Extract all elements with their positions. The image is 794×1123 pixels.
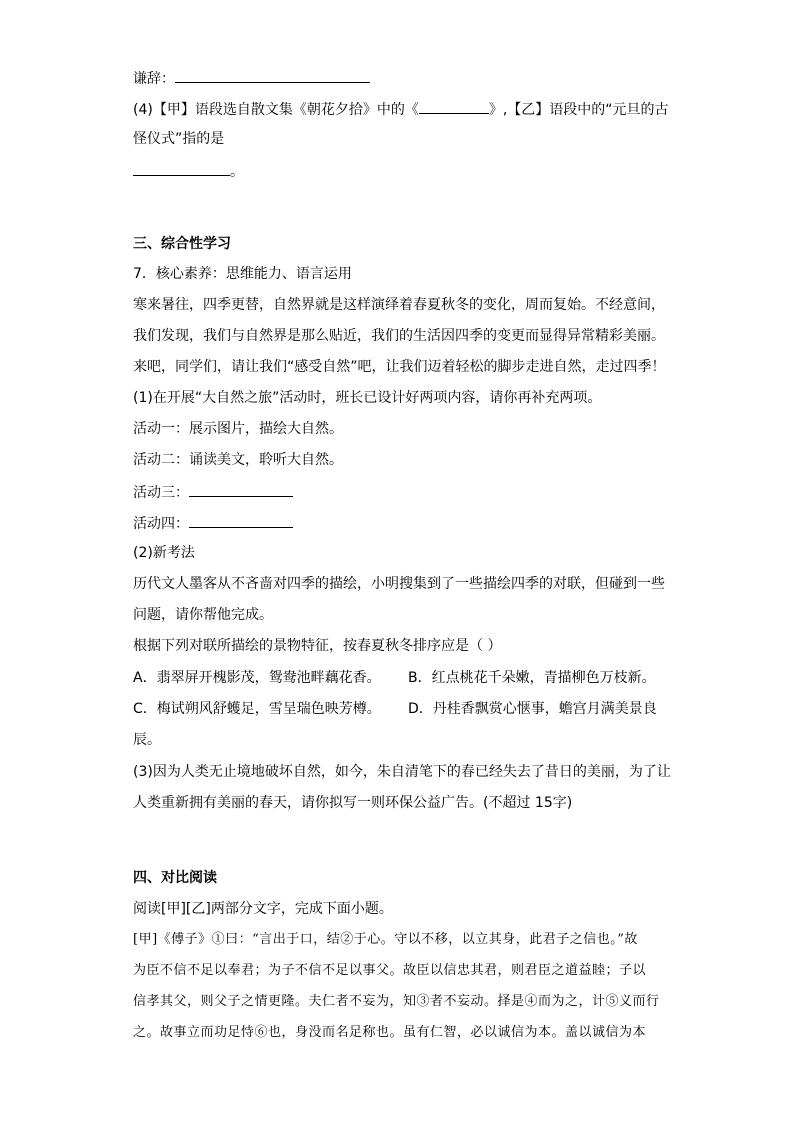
intro-paragraph-line-3: 来吧，同学们，请让我们“感受自然”吧，让我们迈着轻松的脚步走进自然，走过四季！ <box>133 359 666 375</box>
activity-3-blank[interactable] <box>189 481 293 497</box>
activity-4-line <box>133 512 293 534</box>
classical-text-line-3: 信孝其父，则父子之情更隆。夫仁者不妄为，知③者不妄动。择是④而为之，计⑤义而行 <box>133 994 660 1009</box>
option-b[interactable]: B．红点桃花千朵嫩，青描柳色万枝新。 <box>408 670 656 686</box>
classical-text-line-1: [甲]《傅子》①曰：“言出于口，结②于心。守以不移，以立其身，此君子之信也。”故 <box>133 932 638 947</box>
option-a[interactable]: A．翡翠屏开槐影茂，鸳鸯池畔藕花香。 <box>133 670 381 686</box>
q4-answer-line <box>133 160 244 182</box>
option-d[interactable]: D．丹桂香飘赏心惬事，蟾宫月满美景良 <box>408 701 657 717</box>
classical-text-line-2: 为臣不信不足以奉君；为子不信不足以事父。故臣以信忠其君，则君臣之道益睦；子以 <box>133 963 647 978</box>
activity-3-line <box>133 481 293 503</box>
qiance-label: 谦辞： <box>133 71 175 87</box>
q2-title: (2)新考法 <box>133 545 195 561</box>
q4-title-blank[interactable] <box>419 98 489 114</box>
q4-text-b: 》,【乙】语段中的“元旦的古 <box>488 102 669 118</box>
option-c[interactable]: C．梅试朔风舒蠖足，雪呈瑞色映芳樽。 <box>133 701 381 717</box>
qiance-line <box>133 67 370 89</box>
q4-period: 。 <box>230 164 244 180</box>
section4-title: 四、对比阅读 <box>133 870 217 886</box>
options-row-2 <box>133 699 663 719</box>
q3-line-2: 人类重新拥有美丽的春天，请你拟写一则环保公益广告。(不超过 15字) <box>133 795 573 811</box>
q1-prompt: (1)在开展“大自然之旅”活动时，班长已设计好两项内容，请你再补充两项。 <box>133 390 602 406</box>
intro-paragraph-line-2: 我们发现，我们与自然界是那么贴近，我们的生活因四季的变更而显得异常精彩美丽。 <box>133 328 665 344</box>
reading-intro: 阅读[甲][乙]两部分文字，完成下面小题。 <box>133 901 393 917</box>
q4-text-a: (4)【甲】语段选自散文集《朝花夕拾》中的《 <box>133 102 419 118</box>
q4-answer-blank[interactable] <box>133 160 230 176</box>
section3-title: 三、综合性学习 <box>133 236 231 252</box>
activity-4-label: 活动四： <box>133 516 189 532</box>
intro-paragraph-line-1: 寒来暑往，四季更替，自然界就是这样演绎着春夏秋冬的变化，周而复始。不经意间， <box>133 297 665 313</box>
q4-line-2: 怪仪式”指的是 <box>133 131 225 147</box>
q2-paragraph-line-2: 问题，请你帮他完成。 <box>133 607 273 623</box>
option-d-continued: 辰。 <box>133 732 161 748</box>
options-row-1 <box>133 668 663 688</box>
q7-title: 7．核心素养：思维能力、语言运用 <box>133 266 352 282</box>
activity-1: 活动一：展示图片，描绘大自然。 <box>133 421 343 437</box>
activity-3-label: 活动三： <box>133 485 189 501</box>
activity-4-blank[interactable] <box>189 512 293 528</box>
q2-paragraph-line-1: 历代文人墨客从不吝啬对四季的描绘，小明搜集到了一些描绘四季的对联，但碰到一些 <box>133 576 665 592</box>
activity-2: 活动二：诵读美文，聆听大自然。 <box>133 452 343 468</box>
q4-line <box>133 98 669 120</box>
classical-text-line-4: 之。故事立而功足恃⑥也，身没而名足称也。虽有仁智，必以诚信为本。盖以诚信为本 <box>133 1025 647 1040</box>
q2-question: 根据下列对联所描绘的景物特征，按春夏秋冬排序应是（ ） <box>133 638 502 654</box>
qiance-answer-blank[interactable] <box>175 67 370 83</box>
q3-line-1: (3)因为人类无止境地破坏自然，如今，朱自清笔下的春已经失去了昔日的美丽，为了让 <box>133 764 671 780</box>
